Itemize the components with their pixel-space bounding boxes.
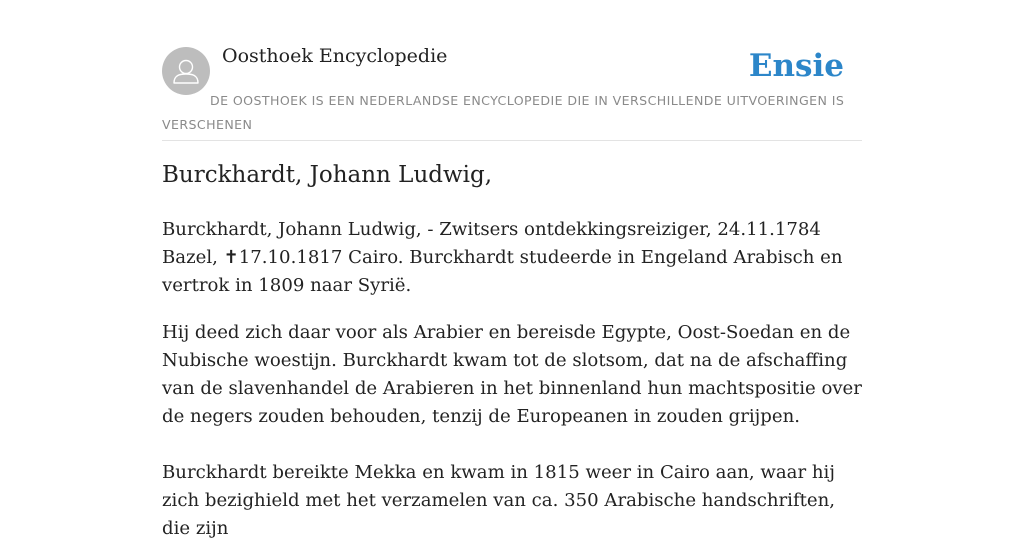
page [162, 0, 862, 539]
brand-logo[interactable]: Ensie [748, 48, 844, 84]
site-name[interactable]: Oosthoek Encyclopedie [222, 45, 448, 67]
author-header [162, 0, 862, 141]
article-paragraph: Burckhardt bereikte Mekka en kwam in 1815 weer in Cairo aan, waar hij zich bezighield met het verzamelen van ca. 350 Arabische handschriften, die zijn [162, 462, 836, 539]
article-paragraph: Hij deed zich daar voor als Arabier en bereisde Egypte, Oost-Soedan en de Nubische woestijn. Burckhardt kwam tot de slotsom, dat na de afschaffing van de slavenhandel de Arabieren in het binnenland hun machtspositie over de negers zouden behouden, tenzij de Europeanen in zouden grijpen. [162, 322, 862, 427]
article-title: Burckhardt, Johann Ludwig, [162, 162, 493, 188]
article-paragraph: Burckhardt, Johann Ludwig, - Zwitsers ontdekkingsreiziger, 24.11.1784 Bazel, ✝17.10.1817 Cairo. Burckhardt studeerde in Engeland Arabisch en vertrok in 1809 naar Syrië. [162, 219, 843, 296]
article-body [162, 216, 862, 543]
site-description: DE OOSTHOEK IS EEN NEDERLANDSE ENCYCLOPEDIE DIE IN VERSCHILLENDE UITVOERINGEN IS VERSCHENEN [162, 93, 845, 132]
user-avatar-icon[interactable] [162, 47, 210, 95]
